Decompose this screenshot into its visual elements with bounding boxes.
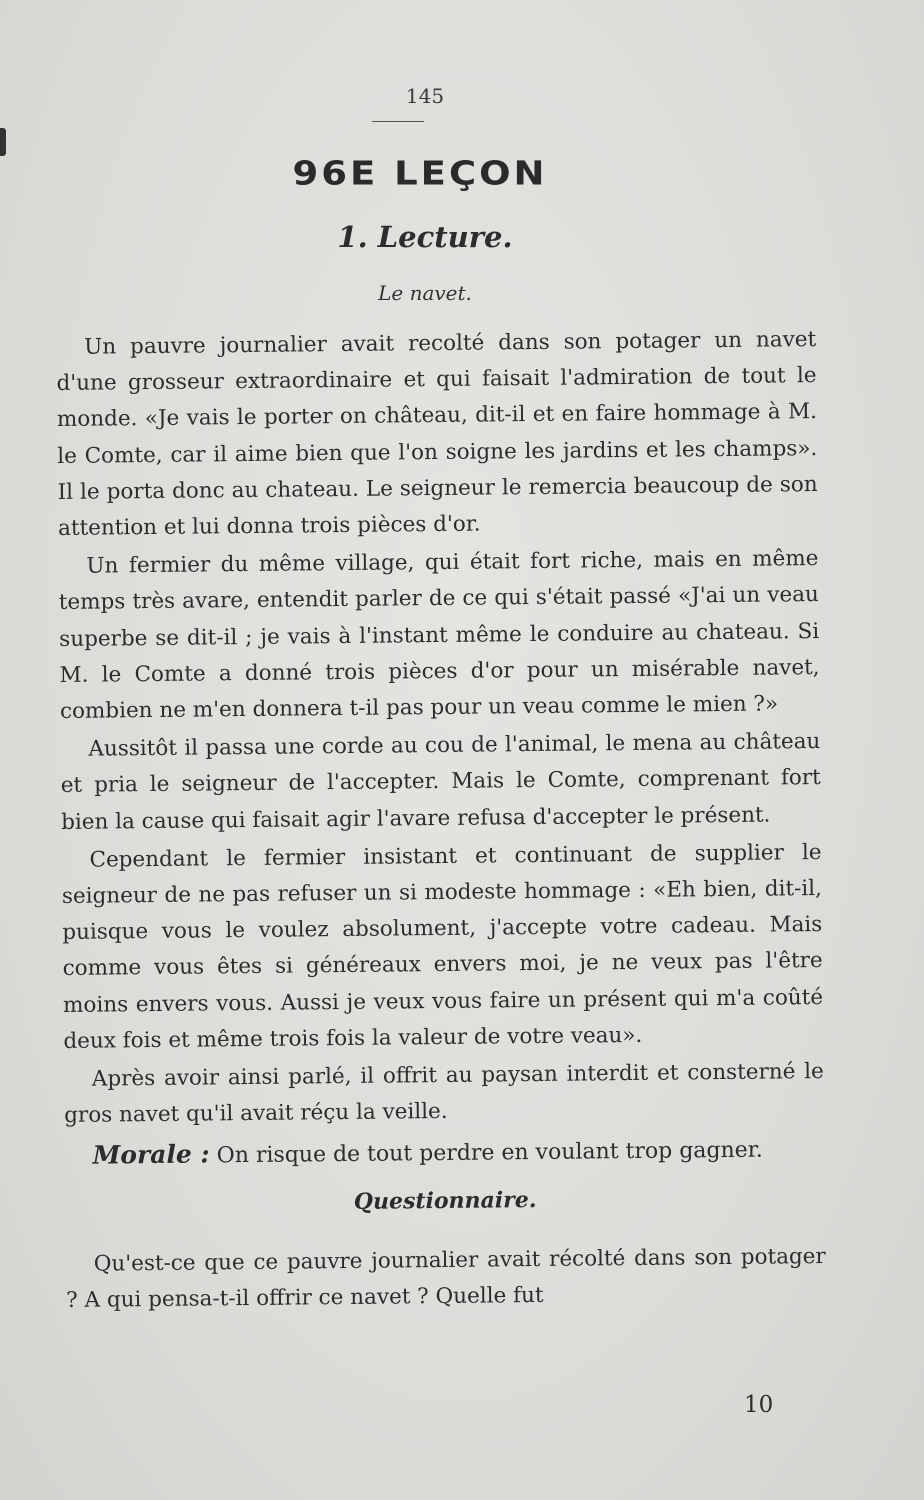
paragraph-1: Un pauvre journalier avait recolté dans son potager un navet d'une grosseur extraordinaire et qui faisait l'admiration de tout le monde. «Je vais le porter on château, dit-il et en faire hommage à M. le Comte, car il aime bien que l'on soigne les jardins et les champs». Il le porta donc au chateau. Le seigneur le remercia beaucoup de son attention et lui donna trois pièces d'or. — [56, 327, 818, 542]
page-number: 145 — [405, 84, 445, 108]
morale-text: On risque de tout perdre en voulant trop gagner. — [209, 1138, 763, 1169]
morale — [64, 1130, 824, 1176]
questionnaire-title: Questionnaire. — [353, 1186, 537, 1215]
section-title: 1. Lecture. — [337, 220, 513, 254]
paragraph-5: Après avoir ainsi parlé, il offrit au paysan interdit et consterné le gros navet qu'il avait réçu la veille. — [64, 1059, 824, 1129]
lesson-title: 96E LEÇON — [292, 154, 548, 193]
paragraph-4: Cependant le fermier insistant et continuant de supplier le seigneur de ne pas refuser un si modeste hommage : «Eh bien, dit-il, puisque vous le voulez absolument, j'accepte votre cadeau. Mais comme vous êtes si généreaux envers moi, je ne veux pas l'être moins envers vous. Aussi je veux vous faire un présent qui m'a coûté deux fois et même trois fois la valeur de votre veau». — [61, 839, 824, 1054]
story-title: Le navet. — [378, 281, 472, 305]
page-number-rule — [372, 121, 424, 122]
lesson-body — [56, 322, 826, 1321]
morale-label: Morale : — [92, 1139, 210, 1171]
page-edge-mark — [0, 128, 6, 156]
paragraph-2: Un fermier du même village, qui était fort riche, mais en même temps très avare, entendit parler de ce qui s'était passé «J'ai un veau superbe se dit-il ; je vais à l'instant même le conduire au chateau. Si M. le Comte a donné trois pièces d'or pour un misérable navet, combien ne m'en donnera t-il pas pour un veau comme le mien ?» — [58, 546, 820, 725]
paragraph-3: Aussitôt il passa une corde au cou de l'animal, le mena au château et pria le seigneur de l'accepter. Mais le Comte, comprenant fort bien la cause qui faisait agir l'avare refusa d'accepter le présent. — [60, 729, 821, 835]
questionnaire-text: Qu'est-ce que ce pauvre journalier avait récolté dans son potager ? A qui pensa-t-il offrir ce navet ? Quelle fut — [66, 1243, 826, 1314]
signature-number: 10 — [744, 1392, 774, 1418]
